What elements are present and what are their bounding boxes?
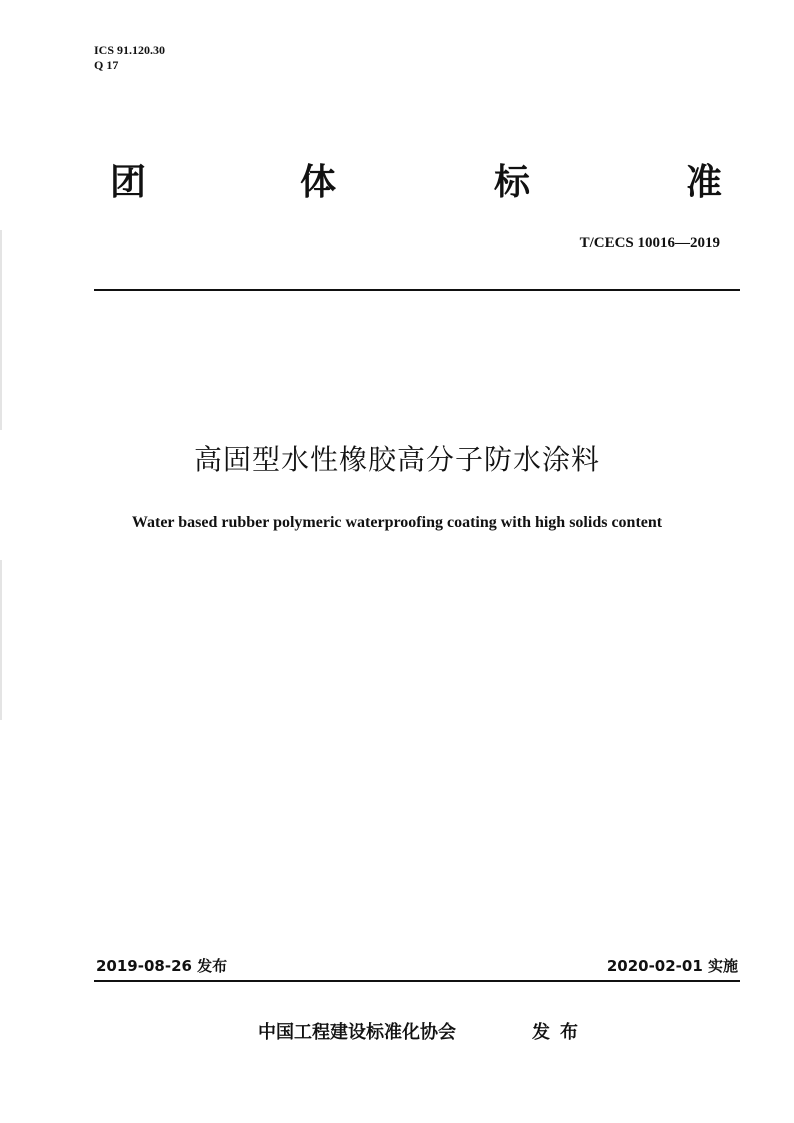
footer-divider — [94, 980, 740, 982]
scan-edge-mark — [0, 230, 2, 430]
document-title-chinese: 高固型水性橡胶高分子防水涂料 — [193, 443, 600, 476]
ics-code: ICS 91.120.30 — [94, 43, 166, 57]
issue-date: 2019-08-26 发布 — [96, 957, 228, 975]
ccs-code: Q 17 — [94, 58, 119, 72]
standard-type-char: 团 — [110, 162, 147, 203]
scan-edge-mark — [0, 560, 2, 720]
standard-type-char: 体 — [300, 162, 337, 203]
document-title-english: Water based rubber polymeric waterproofing coating with high solids content — [131, 514, 663, 531]
classification-codes — [94, 43, 165, 73]
header-divider — [94, 289, 740, 291]
implementation-date: 2020-02-01 实施 — [606, 957, 738, 975]
standard-type-char: 标 — [494, 162, 531, 203]
publish-label: 发布 — [532, 1022, 588, 1043]
standard-type-heading — [0, 158, 794, 208]
publisher-name: 中国工程建设标准化协会 — [258, 1022, 456, 1043]
standard-number: T/CECS 10016—2019 — [579, 235, 720, 251]
standard-type-char: 准 — [686, 162, 723, 203]
